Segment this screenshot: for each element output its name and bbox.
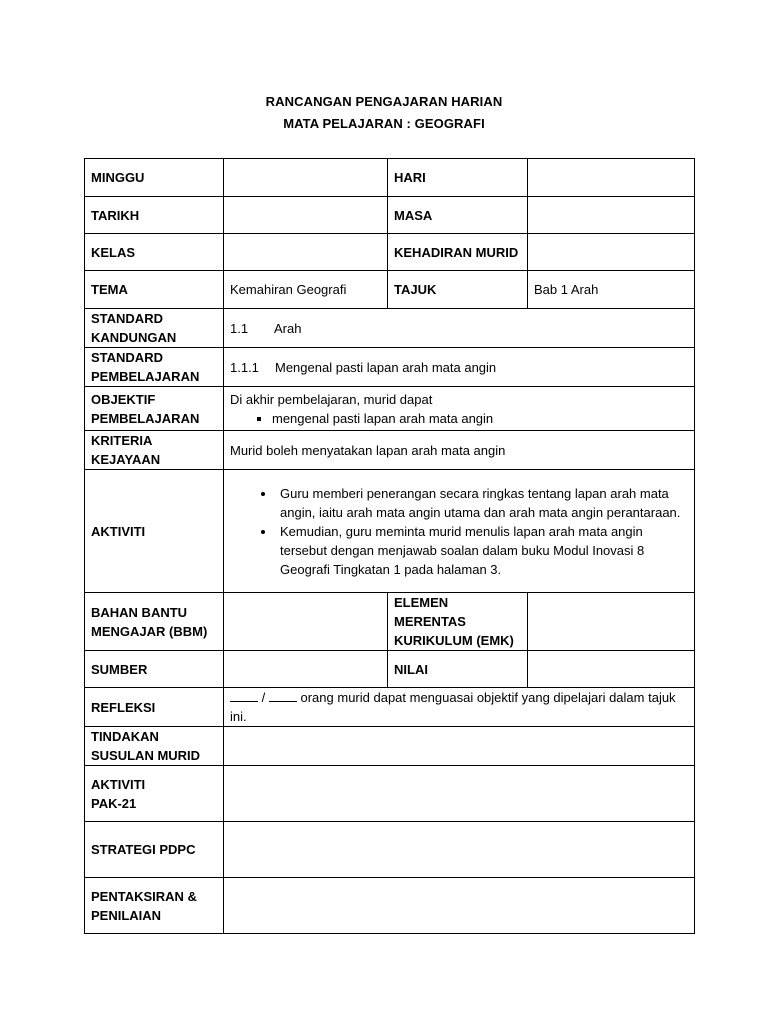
label-aktiviti-pak21 (85, 766, 224, 822)
label-line: KANDUNGAN (91, 330, 177, 345)
label-kehadiran-murid: KEHADIRAN MURID (388, 234, 528, 271)
label-line: TINDAKAN (91, 729, 159, 744)
label-emk (388, 593, 528, 651)
field-refleksi[interactable] (224, 688, 695, 727)
field-emk[interactable] (528, 593, 695, 651)
row-refleksi (85, 688, 695, 727)
standard-code: 1.1 (230, 320, 249, 336)
row-kelas-kehadiran (85, 234, 695, 271)
field-tindakan-susulan[interactable] (224, 727, 695, 766)
label-line: MENGAJAR (BBM) (91, 623, 208, 639)
field-objektif-pembelajaran[interactable] (224, 387, 695, 431)
label-tarikh: TARIKH (85, 197, 224, 234)
field-masa[interactable] (528, 197, 695, 234)
label-bbm (85, 593, 224, 651)
label-line: PAK-21 (91, 796, 137, 811)
label-kriteria-kejayaan (85, 431, 224, 470)
label-objektif-pembelajaran (85, 387, 224, 431)
label-standard-kandungan (85, 309, 224, 348)
row-bbm-emk (85, 593, 695, 651)
label-line: PENTAKSIRAN & (91, 888, 197, 904)
label-line: OBJEKTIF (91, 391, 156, 407)
list-item: • Kemudian, guru meminta murid menulis lapan arah mata angin tersebut dengan menjawab soalan dalam buku Modul Inovasi 8 Geografi Tingkatan 1 pada halaman 3. (276, 522, 688, 579)
label-nilai: NILAI (388, 651, 528, 688)
field-hari[interactable] (528, 159, 695, 197)
field-tema[interactable]: Kemahiran Geografi (224, 271, 388, 309)
row-tema-tajuk (85, 271, 695, 309)
row-pentaksiran (85, 878, 695, 934)
field-kelas[interactable] (224, 234, 388, 271)
aktiviti-list (230, 484, 688, 579)
label-strategi-pdpc: STRATEGI PDPC (85, 822, 224, 878)
row-standard-pembelajaran (85, 348, 695, 387)
field-bbm[interactable] (224, 593, 388, 651)
label-pentaksiran (85, 878, 224, 934)
row-tarikh-masa (85, 197, 695, 234)
label-line: PENILAIAN (91, 907, 162, 923)
refleksi-text: orang murid dapat menguasai objektif yang dipelajari dalam tajuk ini. (230, 690, 676, 724)
row-aktiviti-pak21 (85, 766, 695, 822)
label-line: PEMBELAJARAN (91, 369, 200, 384)
standard-text: Arah (274, 320, 302, 336)
label-line: STANDARD (91, 350, 163, 365)
label-line: KURIKULUM (EMK) (394, 633, 514, 648)
field-pentaksiran[interactable] (224, 878, 695, 934)
refleksi-separator: / (261, 690, 266, 705)
row-minggu-hari (85, 159, 695, 197)
subject-title: MATA PELAJARAN : GEOGRAFI (283, 116, 485, 131)
document-title: RANCANGAN PENGAJARAN HARIAN (265, 94, 503, 109)
row-aktiviti (85, 470, 695, 593)
field-kriteria-kejayaan[interactable]: Murid boleh menyatakan lapan arah mata angin (224, 431, 695, 470)
label-sumber: SUMBER (85, 651, 224, 688)
label-line: STANDARD (91, 311, 163, 326)
field-aktiviti[interactable] (224, 470, 695, 593)
field-kehadiran-murid[interactable] (528, 234, 695, 271)
field-tajuk[interactable]: Bab 1 Arah (528, 271, 695, 309)
label-line: SUSULAN MURID (91, 748, 201, 763)
row-standard-kandungan (85, 309, 695, 348)
objektif-list (230, 409, 688, 428)
label-hari: HARI (388, 159, 528, 197)
blank-line[interactable] (230, 689, 258, 702)
field-minggu[interactable] (224, 159, 388, 197)
field-strategi-pdpc[interactable] (224, 822, 695, 878)
label-line: ELEMEN MERENTAS (394, 595, 466, 629)
row-tindakan (85, 727, 695, 766)
field-standard-kandungan[interactable] (224, 309, 695, 348)
row-sumber-nilai (85, 651, 695, 688)
list-item: ▪ mengenal pasti lapan arah mata angin (272, 409, 688, 428)
label-masa: MASA (388, 197, 528, 234)
label-line: AKTIVITI (91, 777, 146, 792)
lesson-plan-table (84, 158, 695, 934)
label-tindakan-susulan (85, 727, 224, 766)
field-aktiviti-pak21[interactable] (224, 766, 695, 822)
label-kelas: KELAS (85, 234, 224, 271)
row-kriteria (85, 431, 695, 470)
label-refleksi: REFLEKSI (85, 688, 224, 727)
row-strategi (85, 822, 695, 878)
label-aktiviti: AKTIVITI (85, 470, 224, 593)
list-item: • Guru memberi penerangan secara ringkas tentang lapan arah mata angin, iaitu arah mata angin utama dan arah mata angin perantaraan. (276, 484, 688, 522)
blank-line[interactable] (269, 689, 297, 702)
label-tajuk: TAJUK (388, 271, 528, 309)
standard-code: 1.1.1 (230, 359, 259, 375)
label-standard-pembelajaran (85, 348, 224, 387)
field-nilai[interactable] (528, 651, 695, 688)
label-line: BAHAN BANTU (91, 604, 188, 620)
row-objektif (85, 387, 695, 431)
standard-text: Mengenal pasti lapan arah mata angin (275, 359, 497, 375)
label-line: KEJAYAAN (91, 452, 161, 467)
label-line: PEMBELAJARAN (91, 410, 200, 426)
label-minggu: MINGGU (85, 159, 224, 197)
field-standard-pembelajaran[interactable] (224, 348, 695, 387)
field-tarikh[interactable] (224, 197, 388, 234)
field-sumber[interactable] (224, 651, 388, 688)
label-tema: TEMA (85, 271, 224, 309)
objektif-intro: Di akhir pembelajaran, murid dapat (230, 391, 433, 407)
label-line: KRITERIA (91, 433, 153, 448)
